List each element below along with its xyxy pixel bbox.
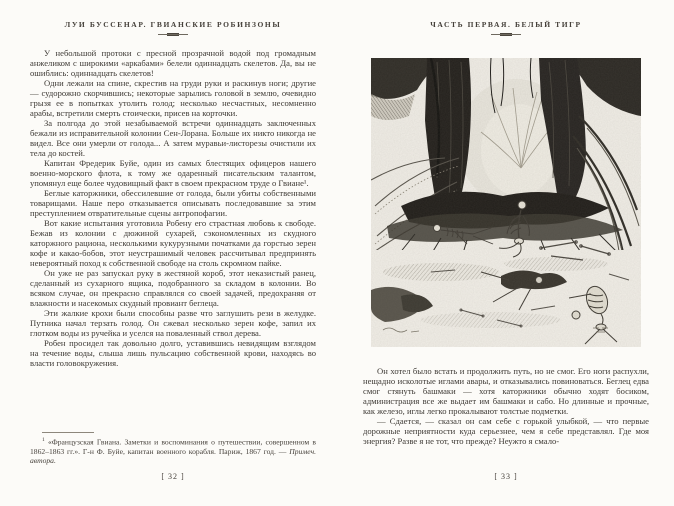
running-head-right: ЧАСТЬ ПЕРВАЯ. БЕЛЫЙ ТИГР — [430, 20, 582, 29]
jungle-skeletons-illustration — [371, 58, 641, 347]
paragraph: — Сдается, — сказал он сам себе с горькой улыбкой, — что первые дорожные неприятности куда серьезнее, чем я себе представлял. Где моя энергия? Разве я не тот, что прежде? Неужто я смало- — [363, 416, 649, 446]
paragraph: Одни лежали на спине, скрестив на груди руки и раскинув ноги; другие — судорожно скорчившись; некоторые зарылись головой в землю, очевидно грызя ее в попытках утолить голод; несколько несчастных, несомненно арабы, встретили смерть стоически, присев на корточки. — [30, 78, 316, 118]
paragraph: За полгода до этой незабываемой встречи одиннадцать заключенных бежали из исправительной колонии Сен-Лорана. Больше их никто никогда не видел. Все они умерли от голода... А затем муравьи-листорезы очистили их тела до костей. — [30, 118, 316, 158]
page-right — [363, 20, 649, 490]
page-number-right: [ 33 ] — [494, 472, 518, 481]
footnote-rule — [42, 432, 94, 433]
paragraph: Беглые каторжники, обессилевшие от голода, были убиты собственными товарищами. Наше перо отказывается описывать последовавшие за этим преступлением отвратительные сцены антропофагии. — [30, 188, 316, 218]
paragraph: Он уже не раз запускал руку в жестяной короб, этот неказистый ранец, сделанный из сухарного ящика, подобранного за складом в колонии. Во всяком случае, он прекрасно справлялся со своей задачей, предохраняя от влажности и насекомых скудный провиант беглеца. — [30, 268, 316, 308]
paragraph: У небольшой протоки с пресной прозрачной водой под громадным анжеликом с широкими «аркабами» белели одиннадцать скелетов. Да, вы не ошиблись: одиннадцать скелетов! — [30, 48, 316, 78]
paragraph: Эти жалкие крохи были способны разве что заглушить рези в желудке. Путника начал терзать голод. Он сжевал несколько зерен кофе, запил их глотком воды из ручейка и уселся на поваленный ствол дерева. — [30, 308, 316, 338]
paragraph: Капитан Фредерик Буйе, один из самых блестящих офицеров нашего военно-морского флота, к тому же одаренный писательским талантом, упомянул еще более чудовищный факт в своем прекрасном труде о Гвиане¹. — [30, 158, 316, 188]
right-page-body — [363, 366, 649, 446]
footnote-marker: 1 — [42, 437, 45, 443]
paragraph: Робен просидел так довольно долго, уставившись невидящим взглядом на течение воды, слыша лишь пульсацию собственной крови, находясь во власти головокружения. — [30, 338, 316, 368]
footnote-attribution: Примеч. автора. — [30, 446, 316, 465]
footnote — [30, 436, 316, 465]
header-divider-left — [158, 33, 188, 36]
page-left — [30, 20, 316, 490]
paragraph: Вот какие испытания уготовила Робену его страстная любовь к свободе. Бежав из колонии с дюжиной сухарей, сэкономленных из скудного каторжного рациона, несколькими кукурузными початками да горстью зерен кофе и какао-бобов, этот неустрашимый человек рассчитывал предпринять невероятный поход к собственной свободе на столь скромном пайке. — [30, 218, 316, 268]
left-page-body — [30, 48, 316, 368]
running-head-left: ЛУИ БУССЕНАР. ГВИАНСКИЕ РОБИНЗОНЫ — [64, 20, 282, 29]
footnote-block — [30, 432, 316, 465]
footnote-text: «Французская Гвиана. Заметки и воспоминания о путешествии, совершенном в 1862–1863 гг.». Г-н Ф. Буйе, капитан военного корабля. Париж, 1867 год. — — [30, 437, 316, 456]
header-divider-right — [491, 33, 521, 36]
page-number-left: [ 32 ] — [161, 472, 185, 481]
paragraph: Он хотел было встать и продолжить путь, но не смог. Его ноги распухли, нещадно исколотые иглами авары, и отказывались повиноваться. Беглец едва смог стянуть башмаки — хотя каторжники обычно ходят босиком, администрация все же выдает им башмаки и сабо. Но длинные и прочные, как железо, иглы легко прокалывают толстые подметки. — [363, 366, 649, 416]
